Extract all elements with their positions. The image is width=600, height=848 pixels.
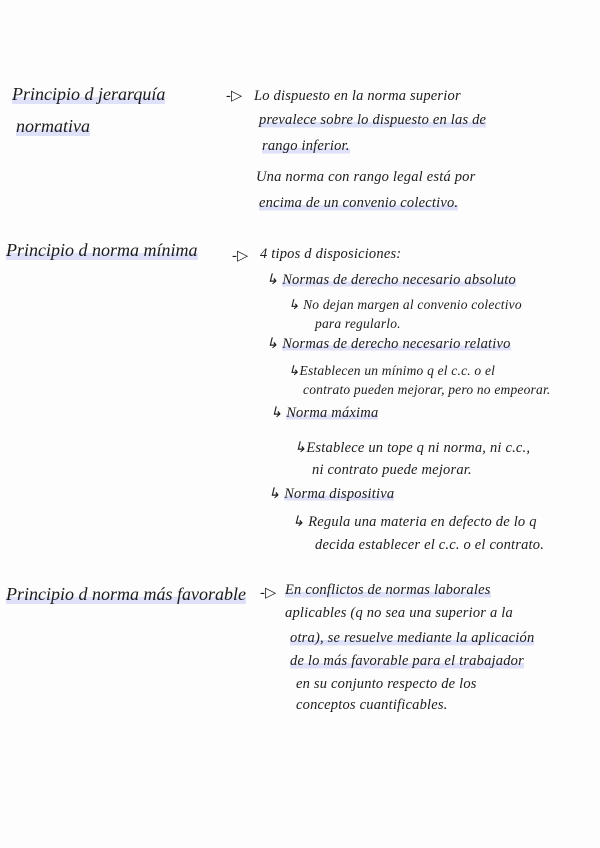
list-item: ↳ Normas de derecho necesario relativo [266,336,511,352]
item-desc: para regularlo. [315,316,401,331]
item-desc: ↳Establece un tope q ni norma, ni c.c., [294,440,531,456]
sub-arrow-icon: ↳ [294,440,307,456]
arrow-icon: -▷ [260,585,277,601]
item-desc: ↳ Regula una materia en defecto de lo q [292,514,537,530]
text-line: de lo más favorable para el trabajador [290,653,524,669]
item-desc: ↳ No dejan margen al convenio colectivo [288,297,522,312]
sub-arrow-icon: ↳ [288,363,300,378]
text-line: prevalece sobre lo dispuesto en las de [259,112,487,128]
item-desc: decida establecer el c.c. o el contrato. [315,537,545,553]
sub-arrow-icon: ↳ [288,297,300,312]
section2-title: Principio d norma mínima [6,240,198,260]
text-line: Una norma con rango legal está por [256,169,476,185]
sub-arrow-icon: ↳ [268,486,281,502]
section3-title: Principio d norma más favorable [6,584,246,604]
text-line: en su conjunto respecto de los [296,676,477,692]
sub-arrow-icon: ↳ [292,514,305,530]
text-line: aplicables (q no sea una superior a la [285,605,513,621]
arrow-icon: -▷ [232,248,249,264]
intro-line: 4 tipos d disposiciones: [260,246,402,262]
text-line: conceptos cuantificables. [296,697,448,713]
item-desc: ↳Establecen un mínimo q el c.c. o el [288,363,496,378]
section1-title-cont: normativa [16,116,90,136]
text-line: otra), se resuelve mediante la aplicación [290,630,535,646]
list-item: ↳ Norma dispositiva [268,486,395,502]
text-line: Lo dispuesto en la norma superior [254,88,461,104]
item-desc: ni contrato puede mejorar. [312,462,472,478]
list-item: ↳ Normas de derecho necesario absoluto [266,272,516,288]
section1-title: Principio d jerarquía [12,84,166,104]
sub-arrow-icon: ↳ [270,405,283,421]
item-desc: contrato pueden mejorar, pero no empeorar. [303,382,551,397]
text-line: encima de un convenio colectivo. [259,195,459,211]
text-line: En conflictos de normas laborales [285,582,491,598]
list-item: ↳ Norma máxima [270,405,379,421]
text-line: rango inferior. [262,138,350,154]
sub-arrow-icon: ↳ [266,272,279,288]
sub-arrow-icon: ↳ [266,336,279,352]
arrow-icon: -▷ [226,88,243,104]
